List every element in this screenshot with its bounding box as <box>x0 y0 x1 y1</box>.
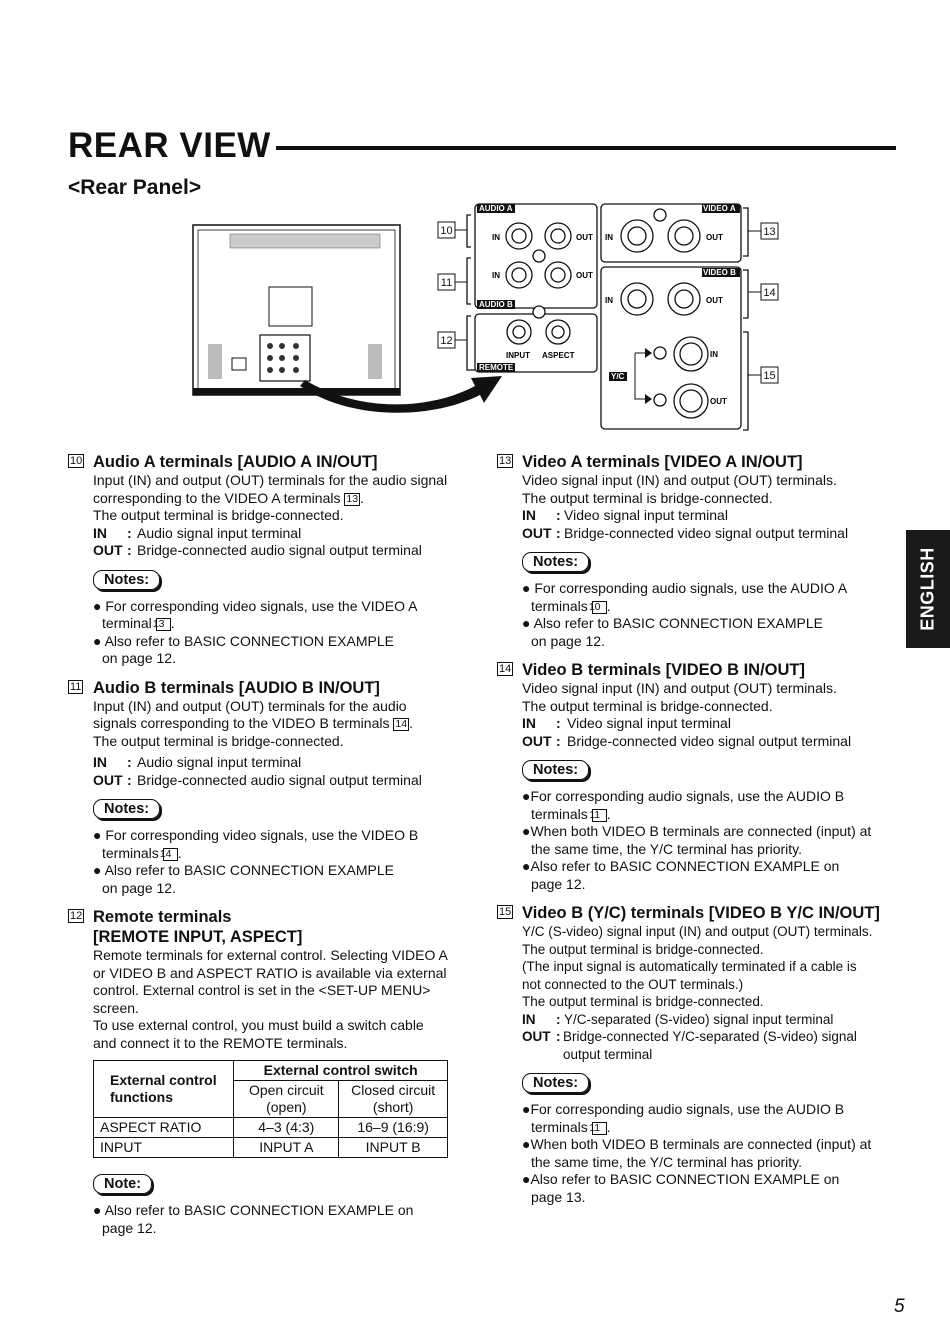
section-heading: 13 Video A terminals [VIDEO A IN/OUT] <box>499 453 803 471</box>
note-item: ●Also refer to BASIC CONNECTION EXAMPLE on page 12. <box>522 858 840 892</box>
notes-badge: Notes: <box>93 570 160 590</box>
svg-text:OUT: OUT <box>706 296 723 305</box>
section-heading: 11 Audio B terminals [AUDIO B IN/OUT] <box>70 678 380 697</box>
notes-badge: Notes: <box>522 552 589 572</box>
svg-text:OUT: OUT <box>710 397 727 406</box>
right-column <box>497 452 897 1206</box>
note-item: ● For corresponding audio signals, use the AUDIO A terminals 10 . <box>522 580 848 614</box>
page-title: REAR VIEW <box>68 126 271 165</box>
video-b-label: VIDEO B <box>703 268 736 277</box>
note-item: ●When both VIDEO B terminals are connected (input) at the same time, the Y/C terminal has priority. <box>522 1136 872 1170</box>
audio-b-label: AUDIO B <box>479 300 513 309</box>
table-subheader: Closed circuit (short) <box>339 1081 448 1118</box>
video-panel <box>601 204 741 429</box>
callout-10: 10 <box>440 225 453 237</box>
video-a-label: VIDEO A <box>703 204 736 213</box>
callout-15: 15 <box>763 370 776 382</box>
table-subheader: Open circuit (open) <box>234 1081 339 1118</box>
callout-12: 12 <box>440 335 453 347</box>
section-remote: 12 Remote terminals [REMOTE INPUT, ASPECT] Remote terminals for external control. Selecting VIDEO A or VIDEO B and ASPECT RATIO is available via external control. External control is set in the <SET-UP MENU> screen. To use external control, you must build a switch cable and connect it to the REMOTE terminals. External control functions External control switch Open circuit (open) Closed circuit (short) ASPECT RATIO 4–3 (4:3) 16–9 (16:9) INPUT INPUT A INPUT B Note: ● Also refer to BASIC CONNECTION EXAMPLE on page 12. <box>70 908 448 1236</box>
svg-text:OUT: OUT <box>576 233 593 242</box>
audio-a-label: AUDIO A <box>479 204 513 213</box>
svg-text:IN: IN <box>492 271 500 280</box>
table-row: INPUT INPUT A INPUT B <box>94 1138 448 1158</box>
page-number: 5 <box>894 1296 905 1317</box>
note-item: ● For corresponding video signals, use the VIDEO A terminal 13 . <box>93 597 418 631</box>
table-header: External control switch <box>234 1061 448 1081</box>
yc-label: Y/C <box>611 372 625 381</box>
monitor-back-illustration <box>193 225 400 395</box>
section-video-b-yc: 15 Video B (Y/C) terminals [VIDEO B Y/C IN/OUT] Y/C (S-video) signal input (IN) and output (OUT) terminals. The output terminal is bridge-connected. (The input signal is automatically terminated if a cable is not connected to the OUT terminals.) The output terminal is bridge-connected. IN : Y/C-separated (S-video) signal input terminal OUT : Bridge-connected Y/C-separated (S-video) signal output terminal Notes: ●For corresponding audio signals, use the AUDIO B terminals 11 . ●When both VIDEO B terminals are connected (input) at the same time, the Y/C terminal has priority. ●Also refer to BASIC CONNECTION EXAMPLE on page 13. <box>497 903 897 1206</box>
note-item: ● Also refer to BASIC CONNECTION EXAMPLE on page 12. <box>93 1202 414 1236</box>
svg-text:IN: IN <box>492 233 500 242</box>
svg-text:INPUT: INPUT <box>506 351 530 360</box>
language-tab-label: ENGLISH <box>917 547 938 631</box>
callout-11: 11 <box>440 277 453 289</box>
note-item: ●For corresponding audio signals, use the AUDIO B terminals 11 . <box>522 788 845 822</box>
svg-text:ASPECT: ASPECT <box>542 351 575 360</box>
table-header: External control functions <box>94 1061 234 1118</box>
note-item: ●For corresponding audio signals, use the AUDIO B terminals 11 . <box>522 1101 845 1135</box>
audio-remote-panel <box>475 204 597 372</box>
rear-panel-diagram <box>190 198 790 434</box>
language-tab <box>906 530 950 648</box>
section-subtitle: <Rear Panel> <box>68 176 202 199</box>
svg-text:OUT: OUT <box>576 271 593 280</box>
ref-13: 13 <box>346 492 359 505</box>
note-badge: Note: <box>93 1174 152 1194</box>
section-heading: 14 Video B terminals [VIDEO B IN/OUT] <box>499 661 805 679</box>
table-row: ASPECT RATIO 4–3 (4:3) 16–9 (16:9) <box>94 1118 448 1138</box>
note-item: ●Also refer to BASIC CONNECTION EXAMPLE on page 13. <box>522 1171 840 1205</box>
remote-control-table <box>93 1060 448 1158</box>
section-audio-b: 11 Audio B terminals [AUDIO B IN/OUT] Input (IN) and output (OUT) terminals for the audio signals corresponding to the VIDEO B terminals 14 . The output terminal is bridge-connected. IN : Audio signal input terminal OUT : Bridge-connected audio signal output terminal Notes: ● For corresponding video signals, use the VIDEO B terminals 14 . ● Also refer to BASIC CONNECTION EXAMPLE on page 12. <box>68 678 448 898</box>
notes-badge: Notes: <box>522 1073 589 1093</box>
section-video-b: 14 Video B terminals [VIDEO B IN/OUT] Video signal input (IN) and output (OUT) terminals. The output terminal is bridge-connected. IN : Video signal input terminal OUT : Bridge-connected video signal output terminal Notes: ●For corresponding audio signals, use the AUDIO B terminals 11 . ●When both VIDEO B terminals are connected (input) at the same time, the Y/C terminal has priority. ●Also refer to BASIC CONNECTION EXAMPLE on page 12. <box>497 660 897 893</box>
section-heading: 10 Audio A terminals [AUDIO A IN/OUT] <box>70 453 378 471</box>
svg-text:IN: IN <box>605 233 613 242</box>
remote-label: REMOTE <box>479 363 514 372</box>
section-audio-a: 10 Audio A terminals [AUDIO A IN/OUT] Input (IN) and output (OUT) terminals for the audio signal corresponding to the VIDEO A terminals 13 . The output terminal is bridge-connected. IN : Audio signal input terminal OUT : Bridge-connected audio signal output terminal Notes: ● For corresponding video signals, use the VIDEO A terminal 13 . ● Also refer to BASIC CONNECTION EXAMPLE on page 12. <box>70 453 448 666</box>
svg-text:OUT: OUT <box>706 233 723 242</box>
svg-text:IN: IN <box>605 296 613 305</box>
title-rule <box>276 146 896 150</box>
note-item: ● Also refer to BASIC CONNECTION EXAMPLE on page 12. <box>522 615 823 649</box>
notes-badge: Notes: <box>93 799 160 819</box>
note-item: ●When both VIDEO B terminals are connected (input) at the same time, the Y/C terminal has priority. <box>522 823 872 857</box>
section-heading: 15 Video B (Y/C) terminals [VIDEO B Y/C IN/OUT] <box>499 904 880 922</box>
callout-13: 13 <box>763 226 776 238</box>
notes-badge: Notes: <box>522 760 589 780</box>
callout-14: 14 <box>763 287 776 299</box>
note-item: ● Also refer to BASIC CONNECTION EXAMPLE on page 12. <box>93 632 394 666</box>
section-heading: 12 Remote terminals [REMOTE INPUT, ASPECT] <box>70 908 303 946</box>
left-column <box>68 452 448 1237</box>
svg-text:IN: IN <box>710 350 718 359</box>
note-item: ● For corresponding video signals, use the VIDEO B terminals 14 . <box>93 827 419 861</box>
section-video-a: 13 Video A terminals [VIDEO A IN/OUT] Video signal input (IN) and output (OUT) terminals. The output terminal is bridge-connected. IN : Video signal input terminal OUT : Bridge-connected video signal output terminal Notes: ● For corresponding audio signals, use the AUDIO A terminals 10 . ● Also refer to BASIC CONNECTION EXAMPLE on page 12. <box>497 452 897 650</box>
note-item: ● Also refer to BASIC CONNECTION EXAMPLE on page 12. <box>93 862 394 896</box>
